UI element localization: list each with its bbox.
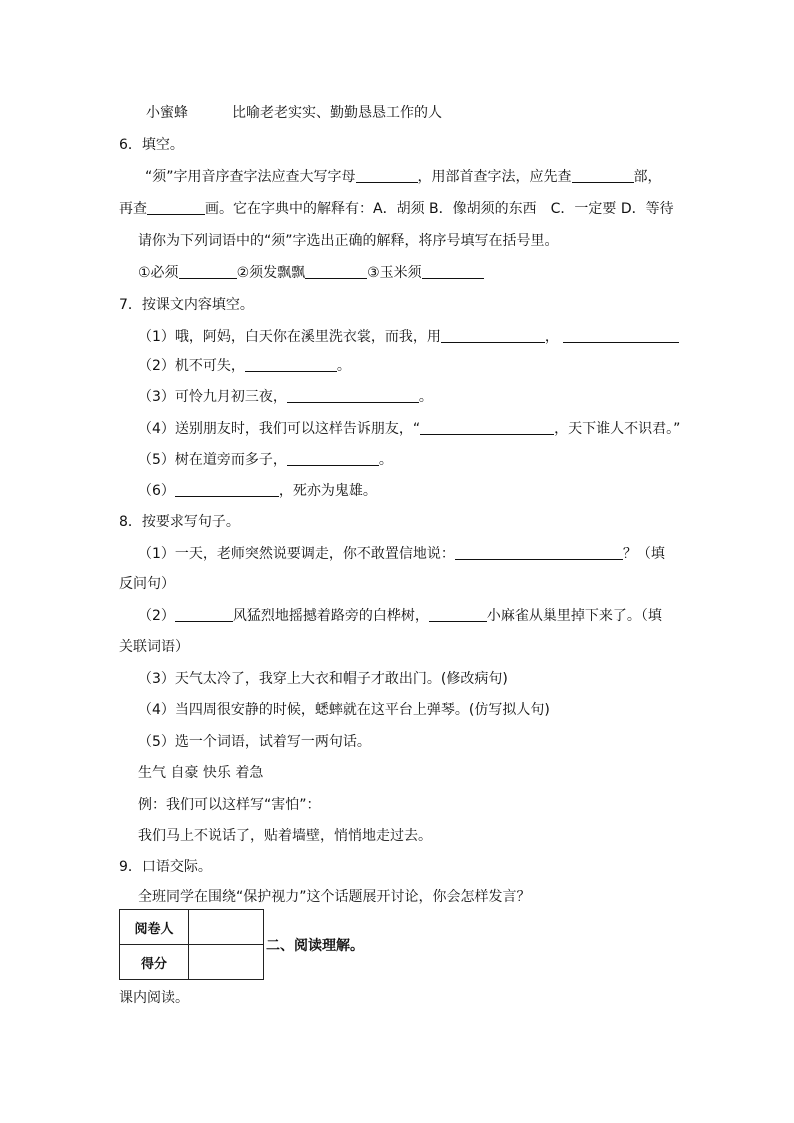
question-8-example: 例：我们可以这样写“害怕”： bbox=[138, 797, 321, 813]
score-cell[interactable] bbox=[189, 945, 264, 980]
reviewer-label: 阅卷人 bbox=[120, 910, 189, 945]
question-8-example-sentence: 我们马上不说话了，贴着墙壁，悄悄地走过去。 bbox=[138, 828, 432, 844]
question-6-line-1: “须”字用音序查字法应查大写字母 ，用部首查字法，应先查 部， bbox=[145, 169, 662, 185]
score-label: 得分 bbox=[120, 945, 189, 980]
question-9-line-1: 全班同学在围绕“保护视力”这个话题展开讨论，你会怎样发言？ bbox=[138, 889, 531, 905]
question-8-title: 8．按要求写句子。 bbox=[119, 514, 240, 530]
reviewer-cell[interactable] bbox=[189, 910, 264, 945]
question-7-item-3: （3）可怜九月初三夜， 。 bbox=[138, 389, 433, 405]
answer-blank[interactable] bbox=[356, 168, 418, 183]
answer-blank[interactable] bbox=[455, 545, 623, 560]
answer-blank[interactable] bbox=[441, 328, 545, 343]
text-line: 课内阅读。 bbox=[119, 990, 189, 1006]
answer-blank[interactable] bbox=[305, 264, 367, 279]
text-line: 小蜜蜂 bbox=[146, 105, 188, 121]
answer-blank[interactable] bbox=[147, 200, 205, 215]
answer-blank[interactable] bbox=[287, 388, 419, 403]
score-table bbox=[119, 909, 264, 980]
question-8-item-4: （4）当四周很安静的时候，蟋蟀就在这平台上弹琴。(仿写拟人句) bbox=[138, 702, 550, 718]
answer-blank[interactable] bbox=[572, 168, 634, 183]
question-7-item-6: （6） ，死亦为鬼雄。 bbox=[138, 483, 377, 499]
answer-blank[interactable] bbox=[422, 264, 484, 279]
question-7-item-1: （1）哦，阿妈，白天你在溪里洗衣裳，而我，用 ， bbox=[138, 328, 679, 346]
question-7-title: 7．按课文内容填空。 bbox=[119, 297, 254, 313]
question-8-item-2-cont: 关联词语） bbox=[119, 639, 189, 655]
question-8-item-5: （5）选一个词语，试着写一两句话。 bbox=[138, 734, 371, 750]
answer-blank[interactable] bbox=[563, 328, 679, 343]
answer-blank[interactable] bbox=[287, 451, 379, 466]
question-7-item-4: （4）送别朋友时，我们可以这样告诉朋友，“ ，天下谁人不识君。” bbox=[138, 421, 681, 437]
question-6-line-4: ①必须 ②须发飘飘 ③玉米须 bbox=[138, 264, 484, 282]
section-heading: 二、阅读理解。 bbox=[266, 938, 364, 954]
question-8-words: 生气 自豪 快乐 着急 bbox=[138, 765, 264, 781]
text-line: 比喻老老实实、勤勤恳恳工作的人 bbox=[232, 105, 442, 121]
answer-blank[interactable] bbox=[245, 357, 337, 372]
question-8-item-2: （2） 风猛烈地摇撼着路旁的白桦树， 小麻雀从巢里掉下来了。（填 bbox=[138, 608, 662, 624]
question-8-item-1-cont: 反问句） bbox=[119, 576, 175, 592]
question-7-item-2: （2）机不可失， 。 bbox=[138, 358, 351, 374]
question-8-item-1: （1）一天，老师突然说要调走，你不敢置信地说： ？（填 bbox=[138, 546, 665, 562]
answer-blank[interactable] bbox=[175, 482, 279, 497]
question-6-line-2: 再查 画。它在字典中的解释有：A．胡须 B．像胡须的东西 C．一定要 D．等待 bbox=[119, 201, 674, 217]
answer-blank[interactable] bbox=[179, 264, 237, 279]
question-6-line-3: 请你为下列词语中的“须”字选出正确的解释，将序号填写在括号里。 bbox=[138, 233, 559, 249]
question-6-title: 6．填空。 bbox=[119, 137, 184, 153]
answer-blank[interactable] bbox=[429, 607, 487, 622]
answer-blank[interactable] bbox=[420, 420, 554, 435]
question-9-title: 9．口语交际。 bbox=[119, 859, 212, 875]
question-8-item-3: （3）天气太冷了，我穿上大衣和帽子才敢出门。(修改病句) bbox=[138, 671, 508, 687]
answer-blank[interactable] bbox=[175, 607, 233, 622]
question-7-item-5: （5）树在道旁而多子， 。 bbox=[138, 452, 393, 468]
